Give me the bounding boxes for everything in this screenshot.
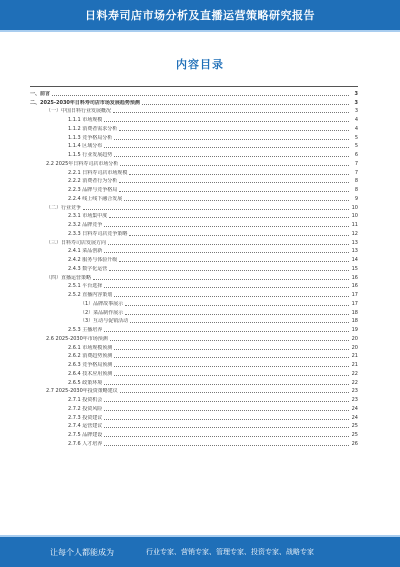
toc-entry[interactable] [30, 429, 358, 438]
toc-page-number: 26 [351, 440, 358, 447]
toc-leader-dots [104, 146, 349, 148]
toc-entry-title: 2.6.5 政策环境 [30, 380, 103, 386]
toc-page-number: 4 [354, 117, 358, 123]
toc-entry[interactable] [30, 228, 358, 237]
toc-page-number: 23 [351, 397, 358, 403]
toc-leader-dots [129, 234, 349, 236]
toc-entry-title: 1.1.1 市场规模 [30, 117, 103, 123]
toc-entry-title: （2）菜品制作展示 [30, 310, 124, 316]
toc-entry-title: 2.5.3 主播培养 [30, 327, 103, 333]
toc-entry-title: 1.1.3 竞争格局分析 [30, 135, 113, 141]
toc-entry[interactable] [30, 176, 358, 185]
toc-entry[interactable] [30, 202, 358, 211]
toc-entry-title: 2.2.2 消费者行为分析 [30, 178, 118, 184]
toc-page-number: 5 [354, 143, 358, 150]
toc-entry[interactable] [30, 307, 358, 316]
toc-entry-title: 2.5.2 直播内容策划 [30, 292, 113, 298]
toc-leader-dots [104, 426, 349, 428]
toc-leader-dots [114, 374, 349, 376]
toc-entry-title: （一）中国日料行业发展概况 [30, 108, 112, 114]
toc-leader-dots [114, 365, 349, 367]
toc-entry-title: 2.2.3 品牌与竞争格局 [30, 187, 118, 193]
toc-entry-title: 2.7.1 投资机会 [30, 397, 103, 403]
toc-page-number: 21 [351, 353, 358, 360]
toc-leader-dots [52, 94, 349, 96]
toc-page-number: 9 [354, 195, 358, 202]
toc-page-number: 10 [351, 204, 358, 211]
toc-page-number: 20 [351, 344, 358, 351]
toc-leader-dots [142, 103, 349, 105]
toc-page-number: 19 [351, 327, 358, 333]
toc-entry-title: 2.7.3 投资建议 [30, 415, 103, 421]
toc-leader-dots [108, 243, 349, 245]
toc-entry[interactable] [30, 193, 358, 202]
table-of-contents [30, 88, 358, 447]
toc-entry[interactable] [30, 403, 358, 412]
toc-entry[interactable] [30, 158, 358, 167]
toc-entry-title: （3）互动与促销活动 [30, 318, 129, 324]
toc-entry-title: 2.4.1 菜品创新 [30, 248, 103, 254]
toc-entry[interactable] [30, 368, 358, 377]
toc-entry-title: 2.6.3 竞争格局预测 [30, 362, 113, 368]
toc-entry[interactable] [30, 254, 358, 263]
toc-leader-dots [110, 339, 349, 341]
toc-leader-dots [109, 216, 349, 218]
toc-entry[interactable] [30, 141, 358, 150]
toc-entry[interactable] [30, 377, 358, 386]
toc-entry[interactable] [30, 132, 358, 141]
toc-leader-dots [104, 435, 349, 437]
toc-entry-title: 2.2.1 日料寿司店市场规模 [30, 170, 128, 176]
toc-entry[interactable] [30, 281, 358, 290]
toc-entry-title: 2.3.2 品牌竞争 [30, 222, 103, 228]
toc-entry[interactable] [30, 97, 358, 106]
toc-leader-dots [125, 313, 349, 315]
toc-entry-title: （1）品牌故事展示 [30, 301, 124, 307]
toc-page-number: 25 [351, 432, 358, 438]
toc-entry[interactable] [30, 237, 358, 246]
toc-leader-dots [124, 199, 349, 201]
toc-page-number: 21 [351, 362, 358, 368]
toc-entry-title: 2.6.2 消费趋势预测 [30, 353, 113, 359]
toc-entry-title: 2.2.4 线上线下融合发展 [30, 196, 123, 202]
toc-leader-dots [104, 418, 349, 420]
toc-leader-dots [104, 120, 349, 122]
toc-leader-dots [113, 111, 349, 113]
toc-page-number: 20 [351, 335, 358, 342]
toc-leader-dots [114, 138, 349, 140]
toc-entry-title: 2.4.3 数字化运营 [30, 266, 108, 272]
toc-page-number: 24 [351, 414, 358, 421]
toc-entry-title: 2.4.2 服务与体验升级 [30, 257, 118, 263]
toc-leader-dots [120, 391, 349, 393]
toc-entry[interactable] [30, 123, 358, 132]
toc-leader-dots [104, 330, 349, 332]
toc-page-number: 10 [351, 213, 358, 220]
toc-leader-dots [114, 356, 349, 358]
toc-leader-dots [109, 269, 349, 271]
toc-leader-dots [129, 173, 349, 175]
toc-page-number: 7 [354, 169, 358, 176]
toc-leader-dots [119, 129, 349, 131]
toc-leader-dots [93, 278, 349, 280]
toc-entry[interactable] [30, 333, 358, 342]
toc-entry-title: 2.3.3 日料寿司店竞争策略 [30, 231, 128, 237]
toc-page-number: 17 [351, 292, 358, 298]
toc-entry-title: 一、前言 [30, 90, 51, 97]
toc-page-number: 8 [354, 187, 358, 193]
toc-page-number: 18 [351, 309, 358, 316]
toc-page-number: 3 [354, 90, 358, 97]
toc-entry-title: 2.6.1 市场规模预测 [30, 345, 113, 351]
toc-leader-dots [120, 164, 349, 166]
toc-leader-dots [83, 208, 349, 210]
toc-entry-title: 二、2025-2030年日料寿司店市场发展趋势预测 [30, 99, 140, 106]
toc-entry-title: （三）日料寿司店发展方向 [30, 240, 107, 246]
toc-page-number: 24 [351, 405, 358, 412]
footer-tagline: 让每个人都能成为 [50, 547, 114, 557]
toc-leader-dots [104, 251, 349, 253]
toc-leader-dots [130, 321, 349, 323]
toc-entry[interactable] [30, 386, 358, 395]
toc-page-number: 6 [354, 152, 358, 158]
toc-entry-title: 1.1.2 消费者需求分析 [30, 126, 118, 132]
toc-entry[interactable] [30, 412, 358, 421]
toc-page-number: 8 [354, 178, 358, 185]
toc-entry-title: 2.7.2 投资风险 [30, 406, 103, 412]
toc-entry-title: 2.2 2025年日料寿司店市场分析 [30, 161, 119, 167]
toc-page-number: 11 [351, 222, 358, 228]
toc-page-number: 16 [351, 274, 358, 281]
toc-entry[interactable] [30, 359, 358, 368]
toc-leader-dots [119, 181, 349, 183]
toc-page-number: 12 [351, 230, 358, 237]
toc-entry[interactable] [30, 263, 358, 272]
header-banner [0, 0, 400, 32]
toc-page-number: 14 [351, 257, 358, 263]
toc-page-number: 15 [351, 265, 358, 272]
toc-page-number: 17 [351, 300, 358, 307]
toc-page-number: 25 [351, 423, 358, 430]
toc-page-number: 13 [351, 248, 358, 255]
toc-entry-title: 2.6 2025-2030年市场预测 [30, 336, 109, 342]
toc-entry[interactable] [30, 114, 358, 123]
toc-entry-title: 2.7 2025-2030年投资策略建议 [30, 388, 119, 394]
toc-page-number: 18 [351, 318, 358, 325]
toc-page-number: 13 [351, 239, 358, 246]
toc-entry[interactable] [30, 342, 358, 351]
toc-heading: 内容目录 [176, 58, 224, 71]
toc-entry[interactable] [30, 324, 358, 333]
toc-leader-dots [119, 190, 349, 192]
toc-leader-dots [104, 383, 349, 385]
toc-page-number: 22 [351, 370, 358, 377]
toc-leader-dots [125, 304, 349, 306]
toc-leader-dots [104, 225, 349, 227]
toc-entry-title: 2.6.4 技术应用预测 [30, 371, 113, 377]
toc-entry-title: 2.3.1 市场集中度 [30, 213, 108, 219]
toc-entry-title: （二）行业竞争 [30, 205, 82, 211]
toc-entry[interactable] [30, 316, 358, 325]
toc-entry-title: 2.5.1 平台选择 [30, 283, 103, 289]
toc-page-number: 22 [351, 379, 358, 386]
toc-page-number: 3 [354, 99, 358, 106]
toc-leader-dots [119, 260, 349, 262]
toc-leader-dots [114, 155, 349, 157]
toc-entry-title: 2.7.6 人才培养 [30, 441, 103, 447]
toc-entry[interactable] [30, 272, 358, 281]
toc-page-number: 23 [351, 388, 358, 395]
toc-entry[interactable] [30, 106, 358, 115]
footer-banner [0, 535, 400, 567]
toc-entry-title: 2.7.5 品牌建设 [30, 432, 103, 438]
toc-page-number: 16 [351, 283, 358, 290]
toc-entry[interactable] [30, 298, 358, 307]
toc-entry[interactable] [30, 438, 358, 447]
toc-entry[interactable] [30, 394, 358, 403]
toc-leader-dots [114, 348, 349, 350]
toc-entry-title: 1.1.4 区域分布 [30, 143, 103, 149]
toc-page-number: 4 [354, 125, 358, 132]
toc-leader-dots [104, 400, 349, 402]
toc-entry-title: 2.7.4 运营建议 [30, 423, 103, 429]
toc-entry[interactable] [30, 246, 358, 255]
toc-entry[interactable] [30, 167, 358, 176]
toc-entry[interactable] [30, 351, 358, 360]
toc-divider [30, 86, 358, 87]
toc-entry[interactable] [30, 289, 358, 298]
toc-entry[interactable] [30, 421, 358, 430]
toc-entry[interactable] [30, 149, 358, 158]
report-title: 日料寿司店市场分析及直播运营策略研究报告 [85, 9, 315, 22]
toc-page-number: 3 [354, 108, 358, 115]
toc-entry[interactable] [30, 184, 358, 193]
toc-entry[interactable] [30, 88, 358, 97]
toc-entry[interactable] [30, 211, 358, 220]
toc-page-number: 5 [354, 134, 358, 141]
toc-leader-dots [104, 409, 349, 411]
toc-entry[interactable] [30, 219, 358, 228]
toc-leader-dots [104, 286, 349, 288]
toc-page-number: 7 [354, 160, 358, 167]
toc-leader-dots [104, 444, 349, 446]
toc-leader-dots [114, 295, 349, 297]
toc-entry-title: （四）直播运营策略 [30, 275, 92, 281]
footer-slogan: 行业专家、营销专家、管理专家、投资专家、战略专家 [146, 548, 314, 556]
toc-entry-title: 1.1.5 行业发展趋势 [30, 152, 113, 158]
